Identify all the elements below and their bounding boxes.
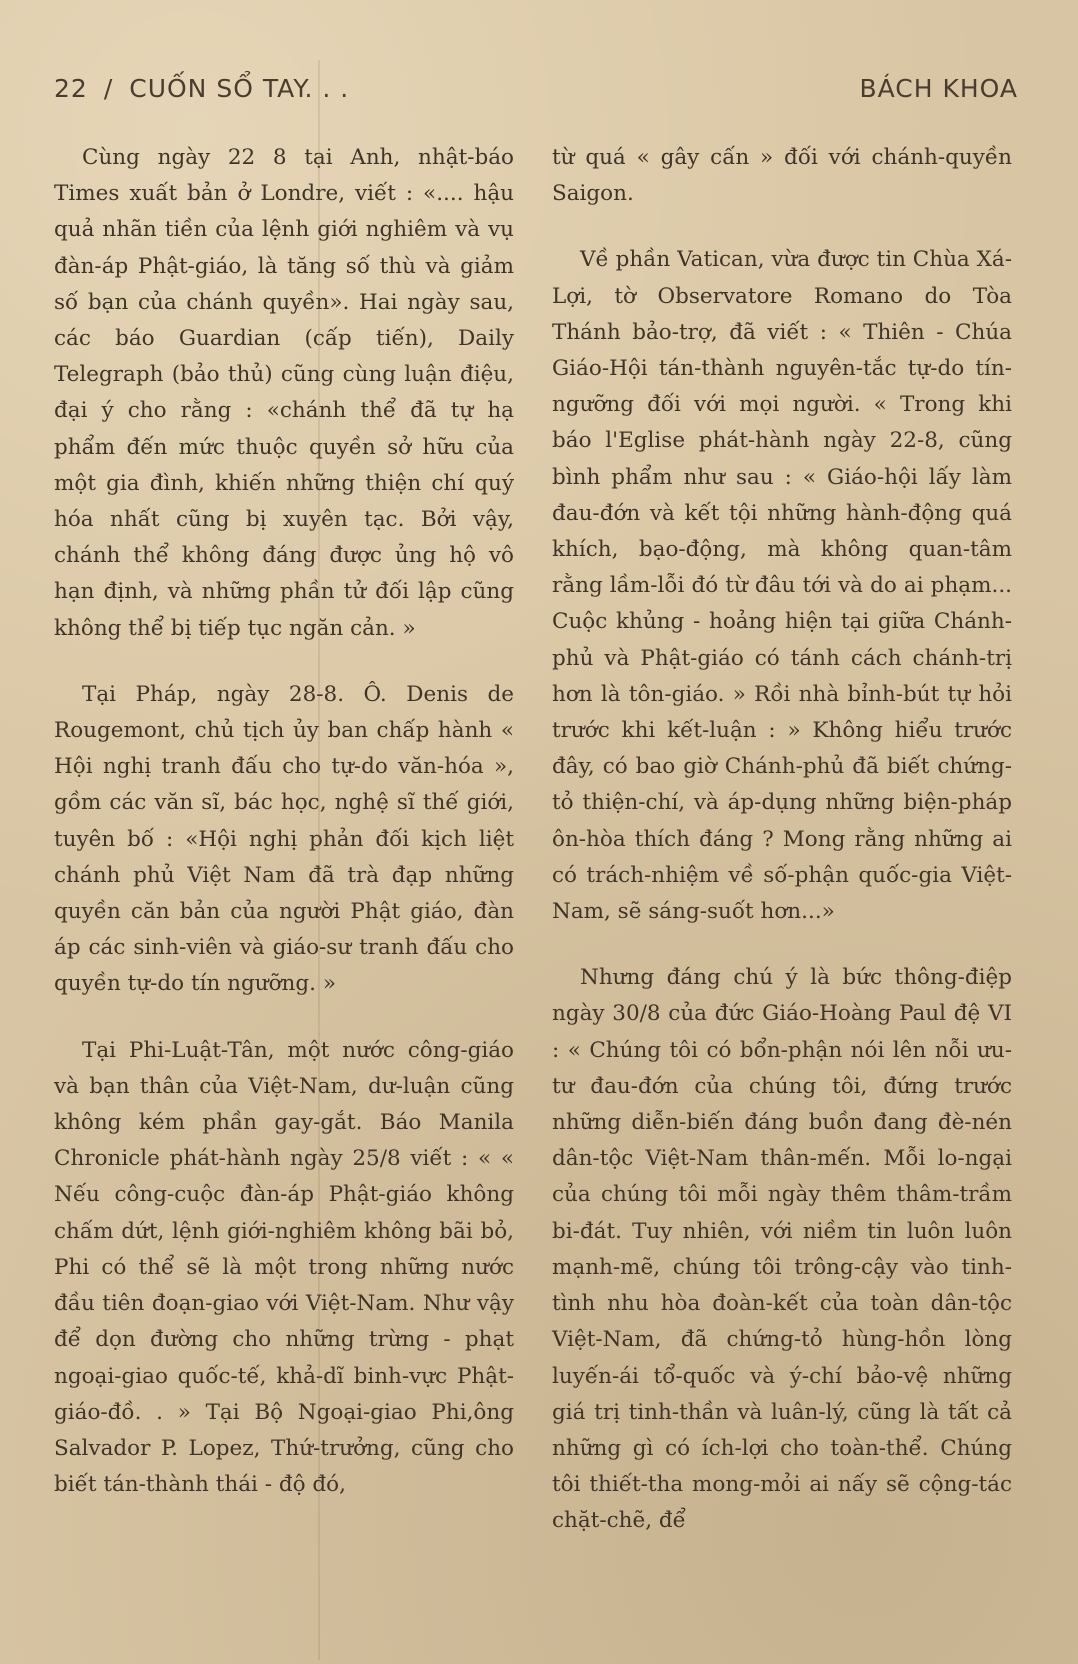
paragraph-vatican: Về phần Vatican, vừa được tin Chùa Xá-Lợi, tờ Observatore Romano do Tòa Thánh bảo-trợ, đã viết : « Thiên - Chúa Giáo-Hội tán-thành nguyên-tắc tự-do tín-ngưỡng đối với mọi người. « Trong khi báo l'Eglise phát-hành ngày 22-8, cũng bình phẩm như sau : « Giáo-hội lấy làm đau-đớn và kết tội những hành-động quá khích, bạo-động, mà không quan-tâm rằng lầm-lỗi đó từ đâu tới và do ai phạm... Cuộc khủng - hoảng hiện tại giữa Chánh-phủ và Phật-giáo có tánh cách chánh-trị hơn là tôn-giáo. » Rồi nhà bỉnh-bút tự hỏi trước khi kết-luận : » Không hiểu trước đây, có bao giờ Chánh-phủ đã biết chứng-tỏ thiện-chí, và áp-dụng những biện-pháp ôn-hòa thích đáng ? Mong rằng những ai có trách-nhiệm về số-phận quốc-gia Việt-Nam, sẽ sáng-suốt hơn...» xyxy=(552,247,1012,925)
magazine-title: BÁCH KHOA xyxy=(859,74,1018,103)
header-left xyxy=(54,74,349,103)
text-columns xyxy=(54,140,1018,1570)
paragraph-france: Tại Pháp, ngày 28-8. Ô. Denis de Rougemont, chủ tịch ủy ban chấp hành « Hội nghị tranh đấu cho tự-do văn-hóa », gồm các văn sĩ, bác học, nghệ sĩ thế giới, tuyên bố : «Hội nghị phản đối kịch liệt chánh phủ Việt Nam đã trà đạp những quyền căn bản của người Phật giáo, đàn áp các sinh-viên và giáo-sư tranh đấu cho quyền tự-do tín ngưỡng. » xyxy=(54,681,514,997)
page-fold-crease xyxy=(318,60,320,1660)
paragraph-uk-press: Cùng ngày 22 8 tại Anh, nhật-báo Times xuất bản ở Londre, viết : «.... hậu quả nhãn tiền của lệnh giới nghiêm và vụ đàn-áp Phật-giáo, là tăng số thù và giảm số bạn của chánh quyền». Hai ngày sau, các báo Guardian (cấp tiến), Daily Telegraph (bảo thủ) cũng cùng luận điệu, đại ý cho rằng : «chánh thể đã tự hạ phẩm đến mức thuộc quyền sở hữu của một gia đình, khiến những thiện chí quý hóa nhất cũng bị xuyên tạc. Bởi vậy, chánh thể không đáng được ủng hộ vô hạn định, và những phần tử đối lập cũng không thể bị tiếp tục ngăn cản. » xyxy=(54,145,514,641)
header-separator: / xyxy=(103,74,114,103)
paragraph-pope-message: Nhưng đáng chú ý là bức thông-điệp ngày 30/8 của đức Giáo-Hoàng Paul đệ VI : « Chúng tôi có bổn-phận nói lên nỗi ưu-tư đau-đớn của chúng tôi, đứng trước những diễn-biến đáng buồn đang đè-nén dân-tộc Việt-Nam thân-mến. Mỗi lo-ngại của chúng tôi mỗi ngày thêm thâm-trầm bi-đát. Tuy nhiên, với niềm tin luôn luôn mạnh-mẽ, chúng tôi trông-cậy vào tinh-tình nhu hòa đoàn-kết của toàn dân-tộc Việt-Nam, đã chứng-tỏ hùng-hồn lòng luyến-ái tổ-quốc và ý-chí bảo-vệ những giá trị tinh-thần và luân-lý, cũng là tất cả những gì có ích-lợi cho toàn-thể. Chúng tôi thiết-tha mong-mỏi ai nấy sẽ cộng-tác chặt-chẽ, để xyxy=(552,965,1012,1534)
right-column xyxy=(552,140,1012,1570)
paragraph-continuation: từ quá « gây cấn » đối với chánh-quyền Saigon. xyxy=(552,145,1012,207)
page-header xyxy=(54,74,1018,126)
paragraph-philippines: Tại Phi-Luật-Tân, một nước công-giáo và bạn thân của Việt-Nam, dư-luận cũng không kém phần gay-gắt. Báo Manila Chronicle phát-hành ngày 25/8 viết : « « Nếu công-cuộc đàn-áp Phật-giáo không chấm dứt, lệnh giới-nghiêm không bãi bỏ, Phi có thể sẽ là một trong những nước đầu tiên đoạn-giao với Việt-Nam. Như vậy để dọn đường cho những trừng - phạt ngoại-giao quốc-tế, khả-dĩ binh-vực Phật-giáo-đồ. . » Tại Bộ Ngoại-giao Phi,ông Salvador P. Lopez, Thứ-trưởng, cũng cho biết tán-thành thái - độ đó, xyxy=(54,1037,514,1498)
page-number: 22 xyxy=(54,74,88,103)
section-title: CUỐN SỔ TAY. . . xyxy=(129,74,350,103)
left-column xyxy=(54,140,514,1570)
